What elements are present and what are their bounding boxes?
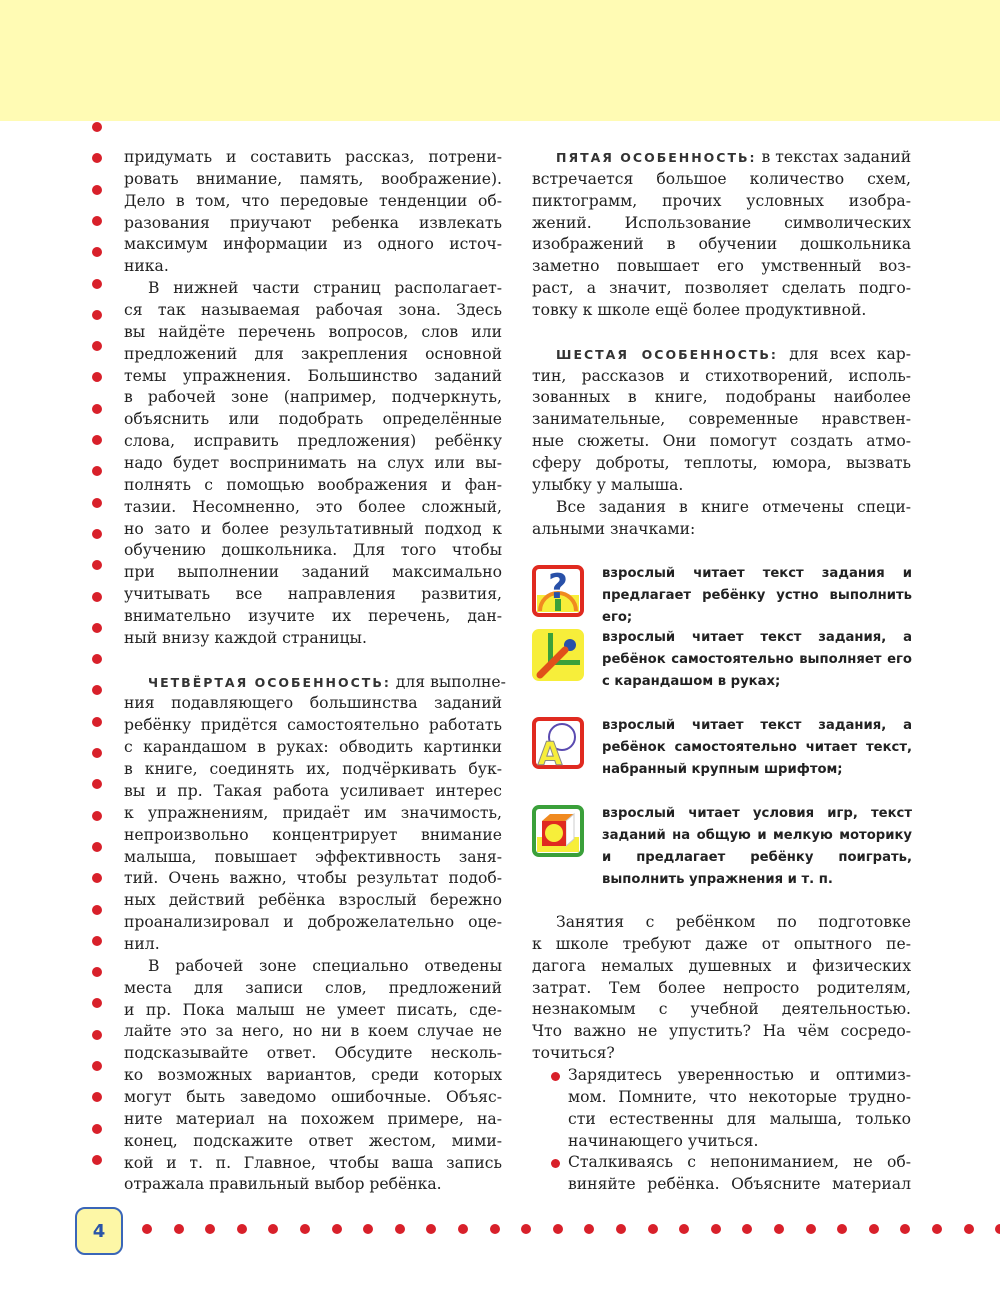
text-line: [124, 366, 502, 388]
text-line: [124, 759, 502, 781]
line-text: предложений для закрепления основной: [124, 344, 502, 363]
text-line: [532, 519, 911, 541]
text-line: [532, 912, 911, 934]
line-text: жений. Использование символических: [532, 213, 911, 232]
paragraph: [532, 344, 911, 497]
text-line: [124, 1109, 502, 1131]
text-line: [532, 256, 911, 278]
line-text: максимум информации из одного источ-: [124, 235, 502, 254]
text-line: [124, 475, 502, 497]
text-line: [532, 147, 911, 169]
line-text: полнять с помощью воображения и фан-: [124, 475, 502, 494]
dot: [553, 1224, 563, 1234]
line-text: вы и пр. Такая работа усиливает интерес: [124, 781, 502, 800]
text-line: [124, 278, 502, 300]
text-line: [532, 366, 911, 388]
text-line: [124, 387, 502, 409]
line-text: при выполнении заданий максимально: [124, 563, 502, 582]
line-text: непроизвольно концентрирует внимание: [124, 825, 502, 844]
dot: [92, 779, 102, 789]
dot: [300, 1224, 310, 1234]
line-text: ко возможных вариантов, среди которых: [124, 1066, 502, 1085]
text-line: [124, 322, 502, 344]
text-line: [568, 1174, 911, 1196]
line-text: незнакомым с учебной деятельностью.: [532, 1000, 911, 1019]
paragraph: [532, 497, 911, 541]
line-text: с карандашом в руках: обводить картинки: [124, 738, 502, 757]
text-line: [532, 934, 911, 956]
dot: [932, 1224, 942, 1234]
legend-text: взрослый читает условия игр, текст заданий на общую и мелкую моторику и предлагает ребёнку поиграть, выполнить упражнения и т. п.: [602, 806, 912, 887]
dot: [92, 435, 102, 445]
dot: [395, 1224, 405, 1234]
line-text: пиктограмм, прочих условных изобра-: [532, 191, 911, 210]
line-text: отражала правильный выбор ребёнка.: [124, 1175, 442, 1194]
dot: [92, 936, 102, 946]
text-line: [124, 803, 502, 825]
bullet-item: [568, 1152, 911, 1196]
text-line: [124, 213, 502, 235]
dot: [92, 122, 102, 132]
dot: [92, 685, 102, 695]
dot: [268, 1224, 278, 1234]
line-text: ребёнку придётся самостоятельно работать: [124, 716, 502, 735]
line-text: ный внизу каждой страницы.: [124, 628, 367, 647]
dot: [92, 967, 102, 977]
dot: [900, 1224, 910, 1234]
text-line: [568, 1131, 911, 1153]
dot: [995, 1224, 1000, 1234]
line-text: слова, исправить предложения) ребёнку: [124, 432, 502, 451]
text-line: [124, 825, 502, 847]
dot: [92, 998, 102, 1008]
paragraph: [532, 147, 911, 322]
svg-text:A: A: [537, 735, 563, 769]
text-line: [124, 912, 502, 934]
line-text: сферу доброты, теплоты, юмора, вызвать: [532, 454, 911, 473]
line-text: надо будет воспринимать на слух или вы-: [124, 454, 502, 473]
cube-icon: [532, 805, 584, 857]
dot: [679, 1224, 689, 1234]
pencil-icon: [532, 629, 584, 681]
line-text: Что важно не упустить? На чём сосредо-: [532, 1022, 911, 1041]
line-text: занимательные, современные нравствен-: [532, 410, 911, 429]
text-line: [124, 344, 502, 366]
text-line: [568, 1087, 911, 1109]
text-line: [124, 693, 502, 715]
text-line: [568, 1065, 911, 1087]
line-text: Зарядитесь уверенностью и оптимиз-: [568, 1066, 911, 1085]
text-line: [124, 847, 502, 869]
dot: [92, 341, 102, 351]
line-text: лайте это за него, но ни в коем случае не: [124, 1022, 502, 1041]
text-line: [124, 737, 502, 759]
section-heading: ПЯТАЯ ОСОБЕННОСТЬ:: [556, 150, 757, 165]
line-text: мом. Помните, что некоторые трудно-: [568, 1087, 911, 1106]
text-line: [124, 890, 502, 912]
text-line: [124, 584, 502, 606]
text-line: [124, 934, 502, 956]
line-text: тий. Очень важно, чтобы результат подоб-: [124, 869, 502, 888]
dot: [964, 1224, 974, 1234]
dot: [92, 185, 102, 195]
line-text: темы упражнения. Большинство заданий: [124, 366, 502, 385]
dot: [490, 1224, 500, 1234]
dot: [92, 466, 102, 476]
text-line: [124, 234, 502, 256]
dot: [92, 1030, 102, 1040]
legend-text: взрослый читает текст задания и предлагает ребёнку устно выполнить его;: [602, 566, 912, 625]
text-line: [124, 147, 502, 169]
dot: [92, 1124, 102, 1134]
section-heading: ЧЕТВЁРТАЯ ОСОБЕННОСТЬ:: [148, 674, 391, 690]
text-line: [124, 1131, 502, 1153]
text-line: [532, 169, 911, 191]
paragraph: [124, 956, 502, 1196]
dot: [92, 811, 102, 821]
text-line: [124, 1174, 502, 1196]
line-text: нил.: [124, 934, 160, 953]
line-text: раст, а значит, позволяет сделать подго-: [532, 279, 911, 298]
legend-text: взрослый читает текст задания, а ребёнок самостоятельно выполняет его с карандашом в руках;: [602, 630, 912, 689]
paragraph-gap: [124, 650, 502, 672]
line-text: ся так называемая рабочая зона. Здесь: [124, 301, 502, 320]
question-mark-icon: [532, 565, 584, 617]
line-text: проанализировал и доброжелательно оце-: [124, 913, 502, 932]
dot: [869, 1224, 879, 1234]
dot: [92, 247, 102, 257]
bullet-item: [568, 1065, 911, 1152]
dot: [92, 873, 102, 883]
dot: [142, 1224, 152, 1234]
text-line: [532, 978, 911, 1000]
line-text: точиться?: [532, 1044, 615, 1063]
dot: [806, 1224, 816, 1234]
line-text: зованных в книге, подобраны наиболее: [532, 388, 911, 407]
dot: [205, 1224, 215, 1234]
line-text: начинающего учиться.: [568, 1131, 759, 1150]
dot: [711, 1224, 721, 1234]
letter-a-face-icon: [532, 717, 584, 769]
line-text: улыбку у малыша.: [532, 475, 684, 494]
text-line: [124, 1043, 502, 1065]
line-text: для всех кар-: [777, 344, 911, 363]
text-line: [532, 213, 911, 235]
dot: [92, 717, 102, 727]
paragraph: [532, 912, 911, 1065]
text-line: [124, 519, 502, 541]
line-text: к школе требуют даже от опытного пе-: [532, 934, 911, 953]
right-bottom-text: [532, 912, 911, 1196]
dot: [92, 905, 102, 915]
dot: [616, 1224, 626, 1234]
text-line: [532, 409, 911, 431]
line-text: ные сюжеты. Они помогут создать атмо-: [532, 432, 911, 451]
text-line: [124, 191, 502, 213]
left-column: [124, 147, 506, 1196]
line-text: тин, рассказов и стихотворений, исполь-: [532, 366, 911, 385]
line-text: малыша, повышает эффективность заня-: [124, 847, 502, 866]
dot: [92, 1092, 102, 1102]
text-line: [124, 409, 502, 431]
page-number: 4: [75, 1207, 123, 1255]
dot: [363, 1224, 373, 1234]
dot: [426, 1224, 436, 1234]
dot: [237, 1224, 247, 1234]
line-text: Все задания в книге отмечены специ-: [556, 497, 911, 516]
line-text: внимательно изучите их перечень, дан-: [124, 607, 502, 626]
dot: [92, 153, 102, 163]
text-line: [532, 956, 911, 978]
line-text: разования приучают ребенка извлекать: [124, 213, 502, 232]
line-text: придумать и составить рассказ, потрени-: [124, 148, 502, 166]
dot: [332, 1224, 342, 1234]
line-text: ния подавляющего большинства заданий: [124, 694, 502, 713]
text-line: [532, 278, 911, 300]
text-line: [124, 256, 502, 278]
dot: [92, 842, 102, 852]
text-line: [532, 234, 911, 256]
paragraph: [124, 147, 502, 278]
text-line: [124, 628, 502, 650]
line-text: сти естественны для малыша, только: [568, 1109, 911, 1128]
line-text: В рабочей зоне специально отведены: [148, 956, 502, 975]
text-line: [124, 781, 502, 803]
line-text: в текстах заданий: [756, 148, 912, 166]
line-text: обучению дошкольника. Для того чтобы: [124, 541, 502, 560]
text-line: [532, 475, 911, 497]
text-line: [124, 540, 502, 562]
line-text: вы найдёте перечень вопросов, слов или: [124, 322, 502, 341]
dot: [837, 1224, 847, 1234]
text-line: [124, 672, 506, 694]
right-column: [532, 147, 911, 540]
line-text: ните материал на похожем примере, на-: [124, 1109, 502, 1128]
text-line: [124, 1153, 502, 1175]
line-text: Дело в том, что передовые тенденции об-: [124, 191, 502, 210]
line-text: изображений в обучении дошкольника: [532, 235, 911, 254]
dot: [92, 529, 102, 539]
line-text: места для записи слов, предложений: [124, 978, 502, 997]
dot: [92, 1155, 102, 1165]
line-text: встречается большое количество схем,: [532, 169, 911, 188]
svg-text:?: ?: [548, 567, 568, 607]
line-text: Занятия с ребёнком по подготовке: [556, 913, 911, 931]
line-text: объяснить или подобрать определённые: [124, 410, 502, 429]
bullet-icon: [551, 1072, 560, 1081]
line-text: и пр. Пока малыш не умеет писать, сде-: [124, 1000, 502, 1019]
line-text: виняйте ребёнка. Объясните материал: [568, 1175, 911, 1194]
line-text: ровать внимание, память, воображение).: [124, 169, 502, 188]
text-line: [124, 715, 502, 737]
dot: [742, 1224, 752, 1234]
line-text: затрат. Тем более непросто родителям,: [532, 978, 911, 997]
dot: [92, 279, 102, 289]
line-text: в книге, соединять их, подчёркивать бук-: [124, 760, 502, 779]
line-text: товку к школе ещё более продуктивной.: [532, 301, 867, 320]
dot: [92, 216, 102, 226]
line-text: могут быть заведомо ошибочные. Объяс-: [124, 1087, 502, 1106]
paragraph: [124, 672, 506, 956]
dot: [92, 560, 102, 570]
text-line: [124, 497, 502, 519]
line-text: В нижней части страниц располагает-: [148, 279, 502, 298]
dot: [92, 498, 102, 508]
text-line: [532, 1043, 911, 1065]
text-line: [532, 999, 911, 1021]
dot: [521, 1224, 531, 1234]
dot: [174, 1224, 184, 1234]
dot: [648, 1224, 658, 1234]
line-text: ных действий ребёнка взрослый бережно: [124, 891, 502, 910]
section-heading: ШЕСТАЯ ОСОБЕННОСТЬ:: [556, 346, 778, 362]
dot: [774, 1224, 784, 1234]
text-line: [124, 956, 502, 978]
text-line: [532, 453, 911, 475]
line-text: в рабочей зоне (например, подчеркнуть,: [124, 388, 502, 407]
text-line: [532, 300, 911, 322]
text-line: [532, 191, 911, 213]
line-text: подсказывайте ответ. Обсудите несколь-: [124, 1044, 502, 1063]
text-line: [124, 1000, 502, 1022]
dot: [92, 654, 102, 664]
dot: [92, 310, 102, 320]
dot: [92, 404, 102, 414]
text-line: [568, 1152, 911, 1174]
bullet-icon: [551, 1159, 560, 1168]
text-line: [124, 1087, 502, 1109]
text-line: [124, 169, 502, 191]
text-line: [124, 606, 502, 628]
line-text: конец, подскажите ответ жестом, мими-: [124, 1131, 502, 1150]
text-line: [124, 1021, 502, 1043]
line-text: для выполне-: [390, 672, 506, 691]
text-line: [532, 344, 911, 366]
line-text: но зато и более результативный подход к: [124, 519, 502, 538]
text-line: [124, 431, 502, 453]
text-line: [124, 1065, 502, 1087]
text-line: [124, 868, 502, 890]
line-text: альными значками:: [532, 519, 696, 538]
text-line: [532, 387, 911, 409]
line-text: к упражнениям, придаёт им значимость,: [124, 803, 502, 822]
paragraph: [124, 278, 502, 650]
line-text: дагога немалых душевных и физических: [532, 956, 911, 975]
text-line: [124, 562, 502, 584]
dot: [92, 1061, 102, 1071]
paragraph-gap: [532, 322, 911, 344]
text-line: [568, 1109, 911, 1131]
text-line: [532, 431, 911, 453]
line-text: учитывать все направления развития,: [124, 585, 502, 604]
text-line: [124, 978, 502, 1000]
header-band: [0, 0, 1000, 121]
legend-text: взрослый читает текст задания, а ребёнок самостоятельно читает текст, набранный крупным шрифтом;: [602, 718, 912, 777]
dot: [584, 1224, 594, 1234]
dot: [458, 1224, 468, 1234]
line-text: ника.: [124, 257, 169, 276]
text-line: [532, 497, 911, 519]
dot: [92, 592, 102, 602]
line-text: кой и т. п. Главное, чтобы ваша запись: [124, 1153, 502, 1172]
dot: [92, 748, 102, 758]
dot: [92, 623, 102, 633]
text-line: [532, 1021, 911, 1043]
line-text: Сталкиваясь с непониманием, не об-: [568, 1153, 911, 1172]
text-line: [124, 300, 502, 322]
line-text: заметно повышает его умственный воз-: [532, 257, 911, 276]
line-text: тазии. Несомненно, это более сложный,: [124, 497, 502, 516]
text-line: [124, 453, 502, 475]
dot: [92, 372, 102, 382]
